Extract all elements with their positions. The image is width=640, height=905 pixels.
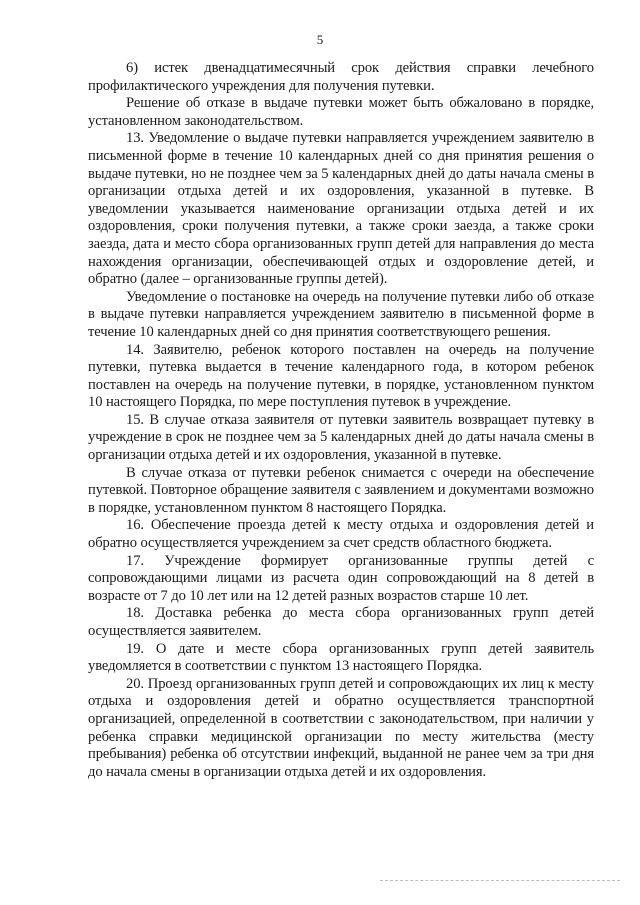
paragraph-14: 14. Заявителю, ребенок которого поставлен на очередь на получение путевки, путевка выдается в течение календарного года, в котором ребенок поставлен на очередь на получение путевки, в порядке, установленном пунктом 10 настоящего Порядка, по мере поступления путевок в учреждение. [88,341,594,411]
paragraph-15: 15. В случае отказа заявителя от путевки заявитель возвращает путевку в учреждение в срок не позднее чем за 5 календарных дней до даты начала смены в организации отдыха детей и их оздоровления, указанной в путевке. [88,411,594,464]
paragraph-appeal: Решение об отказе в выдаче путевки может быть обжаловано в порядке, установленном законодательством. [88,95,594,129]
paragraph-15-refusal: В случае отказа от путевки ребенок снимается с очереди на обеспечение путевкой. Повторное обращение заявителя с заявлением и документами возможно в порядке, установленном пунктом 8 настоящего Порядка. [88,464,594,516]
document-body [88,60,594,781]
paragraph-item-6: 6) истек двенадцатимесячный срок действия справки лечебного профилактического учреждения для получения путевки. [88,60,594,94]
page-number: 5 [316,32,324,47]
paragraph-20: 20. Проезд организованных групп детей и сопровождающих их лиц к месту отдыха и оздоровления детей и обратно осуществляется транспортной организацией, определенной в соответствии с законодательством, при наличии у ребенка справки медицинской организации по месту жительства (месту пребывания) ребенка об отсутствии инфекций, выданной не ранее чем за три дня до начала смены в организации отдыха детей и их оздоровления. [88,675,594,780]
paragraph-13-queue-notice: Уведомление о постановке на очередь на получение путевки либо об отказе в выдаче путевки направляется учреждением заявителю в письменной форме в течение 10 календарных дней со дня принятия соответствующего решения. [88,288,594,340]
paragraph-19: 19. О дате и месте сбора организованных групп детей заявитель уведомляется в соответствии с пунктом 13 настоящего Порядка. [88,640,594,675]
paragraph-16: 16. Обеспечение проезда детей к месту отдыха и оздоровления детей и обратно осуществляется учреждением за счет средств областного бюджета. [88,517,594,552]
paragraph-18: 18. Доставка ребенка до места сбора организованных групп детей осуществляется заявителем. [88,605,594,639]
paragraph-13: 13. Уведомление о выдаче путевки направляется учреждением заявителю в письменной форме в течение 10 календарных дней со дня принятия решения о выдаче путевки, но не позднее чем за 5 календарных дней до даты начала смены в организации отдыха детей и их оздоровления, указанной в путевке. В уведомлении указывается наименование организации отдыха детей и их оздоровления, сроки получения путевки, а также сроки заезда, а также сроки заезда, дата и место сбора организованных групп детей для направления до места нахождения организации, обеспечивающей отдых и оздоровление детей, и обратно (далее – организованные группы детей). [88,130,594,288]
paragraph-17: 17. Учреждение формирует организованные группы детей с сопровождающими лицами из расчета один сопровождающий на 8 детей в возрасте от 7 до 10 лет или на 12 детей разных возрастов старше 10 лет. [88,552,594,604]
footer-divider [380,880,620,881]
